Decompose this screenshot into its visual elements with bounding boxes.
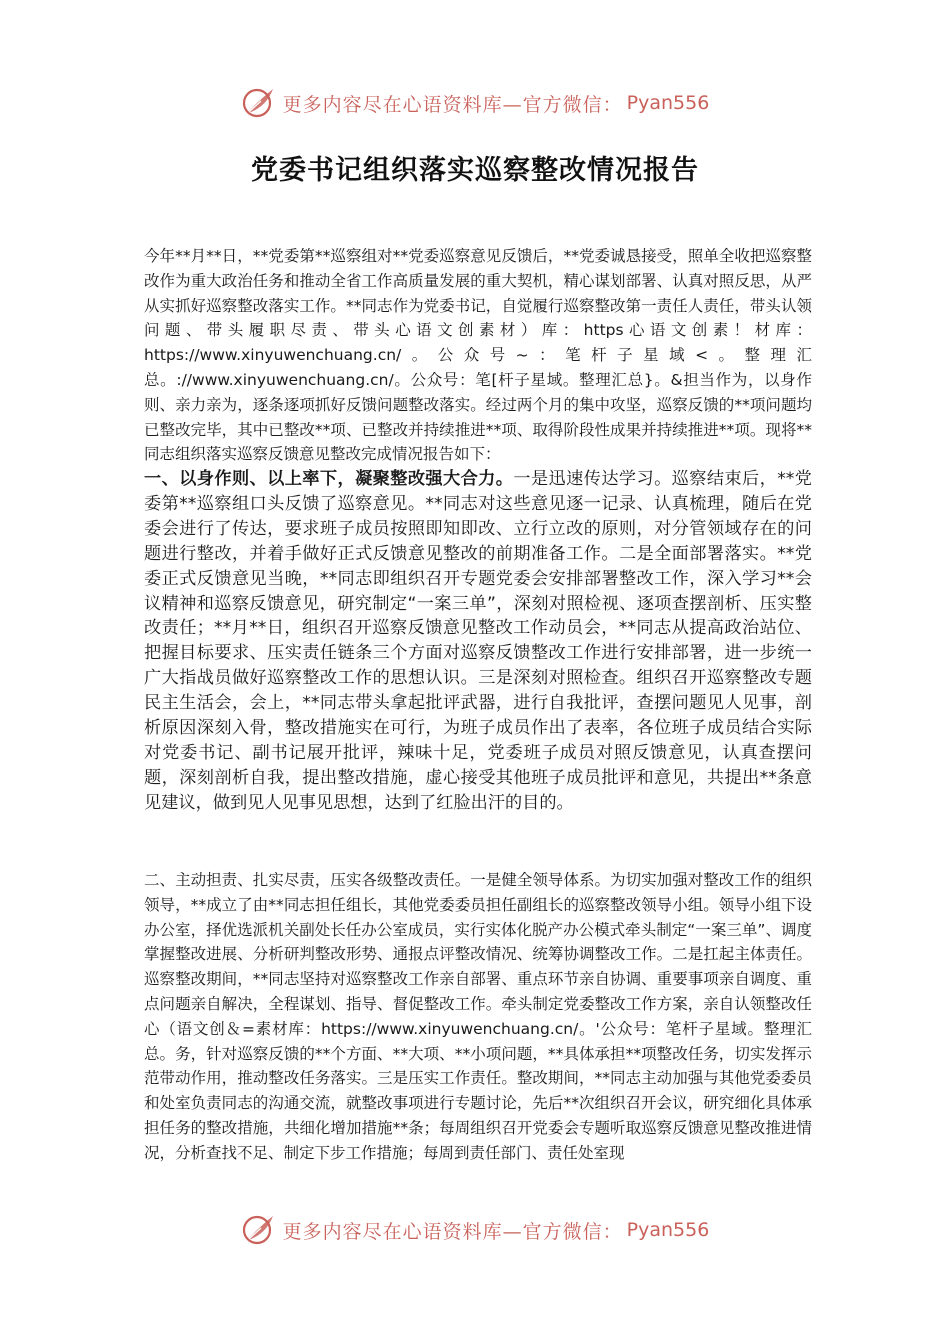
- banner-wechat-id: Pyan556: [626, 92, 710, 114]
- paragraph-section-one: [144, 467, 812, 816]
- banner-text: 更多内容尽在心语资料库—官方微信：: [282, 93, 623, 116]
- section-one-heading: 一、以身作则、以上率下，凝聚整改强大合力。: [144, 469, 514, 489]
- quill-logo-icon: [241, 85, 277, 121]
- paragraph-section-two: [144, 868, 812, 1166]
- section-one-text: 一是迅速传达学习。巡察结束后，**党委第**巡察组口头反馈了巡察意见。**同志对这些意见逐一记录、认真梳理，随后在党委会进行了传达，要求班子成员按照即知即改、立行立改的原则，对分管领域存在的问题进行整改，并着手做好正式反馈意见整改的前期准备工作。二是全面部署落实。**党委正式反馈意见当晚，**同志即组织召开专题党委会安排部署整改工作，深入学习**会议精神和巡察反馈意见，研究制定“一案三单”，深刻对照检视、逐项查摆剖析、压实整改责任；**月**日，组织召开巡察反馈意见整改工作动员会，**同志从提高政治站位、把握目标要求、压实责任链条三个方面对巡察反馈整改工作进行安排部署，进一步统一广大指战员做好巡察整改工作的思想认识。三是深刻对照检查。组织召开巡察整改专题民主生活会，会上，**同志带头拿起批评武器，进行自我批评，查摆问题见人见事，剖析原因深刻入骨，整改措施实在可行，为班子成员作出了表率，各位班子成员结合实际对党委书记、副书记展开批评，辣味十足，党委班子成员对照反馈意见，认真查摆问题，深刻剖析自我，提出整改措施，虚心接受其他班子成员批评和意见，共提出**条意见建议，做到见人见事见思想，达到了红脸出汗的目的。: [144, 469, 812, 813]
- section-two-text: 二、主动担责、扎实尽责，压实各级整改责任。一是健全领导体系。为切实加强对整改工作的组织领导，**成立了由**同志担任组长，其他党委委员担任副组长的巡察整改领导小组。领导小组下设办公室，择优选派机关副处长任办公室成员，实行实体化脱产办公模式牵头制定“一案三单”、调度掌握整改进展、分析研判整改形势、通报点评整改情况、统筹协调整改工作。二是扛起主体责任。巡察整改期间，**同志坚持对巡察整改工作亲自部署、重点环节亲自协调、重要事项亲自调度、重点问题亲自解决，全程谋划、指导、督促整改工作。牵头制定党委整改工作方案，亲自认领整改任心（语文创＆=素材库：https://www.xinyuwenchuang.cn/。'公众号：笔杆子星域。整理汇总。务，针对巡察反馈的**个方面、**大项、**小项问题，**具体承担**项整改任务，切实发挥示范带动作用，推动整改任务落实。三是压实工作责任。整改期间，**同志主动加强与其他党委委员和处室负责同志的沟通交流，就整改事项进行专题讨论，先后**次组织召开会议，研究细化具体承担任务的整改措施，共细化增加措施**条；每周组织召开党委会专题听取巡察反馈意见整改推进情况，分析查找不足、制定下步工作措施；每周到责任部门、责任处室现: [144, 871, 812, 1162]
- header-watermark-banner: [0, 83, 950, 123]
- footer-watermark-banner: [0, 1210, 950, 1250]
- paragraph-intro-text: 今年**月**日，**党委第**巡察组对**党委巡察意见反馈后，**党委诚恳接受，照单全收把巡察整改作为重大政治任务和推动全省工作高质量发展的重大契机，精心谋划部署、认真对照反思，从严从实抓好巡察整改落实工作。**同志作为党委书记，自觉履行巡察整改第一责任人责任，带头认领问题、带头履职尽责、带头心语文创素材）库：https心语文创素！材库：https://www.xinyuwenchuang.cn/。公众号~：笔杆子星域<。整理汇总。://www.xinyuwenchuang.cn/。公众号：笔[杆子星域。整理汇总}。&担当作为，以身作则、亲力亲为，逐条逐项抓好反馈问题整改落实。经过两个月的集中攻坚，巡察反馈的**项问题均已整改完毕，其中已整改**项、已整改并持续推进**项、取得阶段性成果并持续推进**项。现将**同志组织落实巡察反馈意见整改完成情况报告如下：: [144, 247, 812, 464]
- banner-text: 更多内容尽在心语资料库—官方微信：: [282, 1220, 623, 1243]
- quill-logo-icon: [241, 1212, 277, 1248]
- document-title: 党委书记组织落实巡察整改情况报告: [251, 155, 699, 186]
- banner-wechat-id: Pyan556: [626, 1219, 710, 1241]
- paragraph-intro: [144, 244, 812, 467]
